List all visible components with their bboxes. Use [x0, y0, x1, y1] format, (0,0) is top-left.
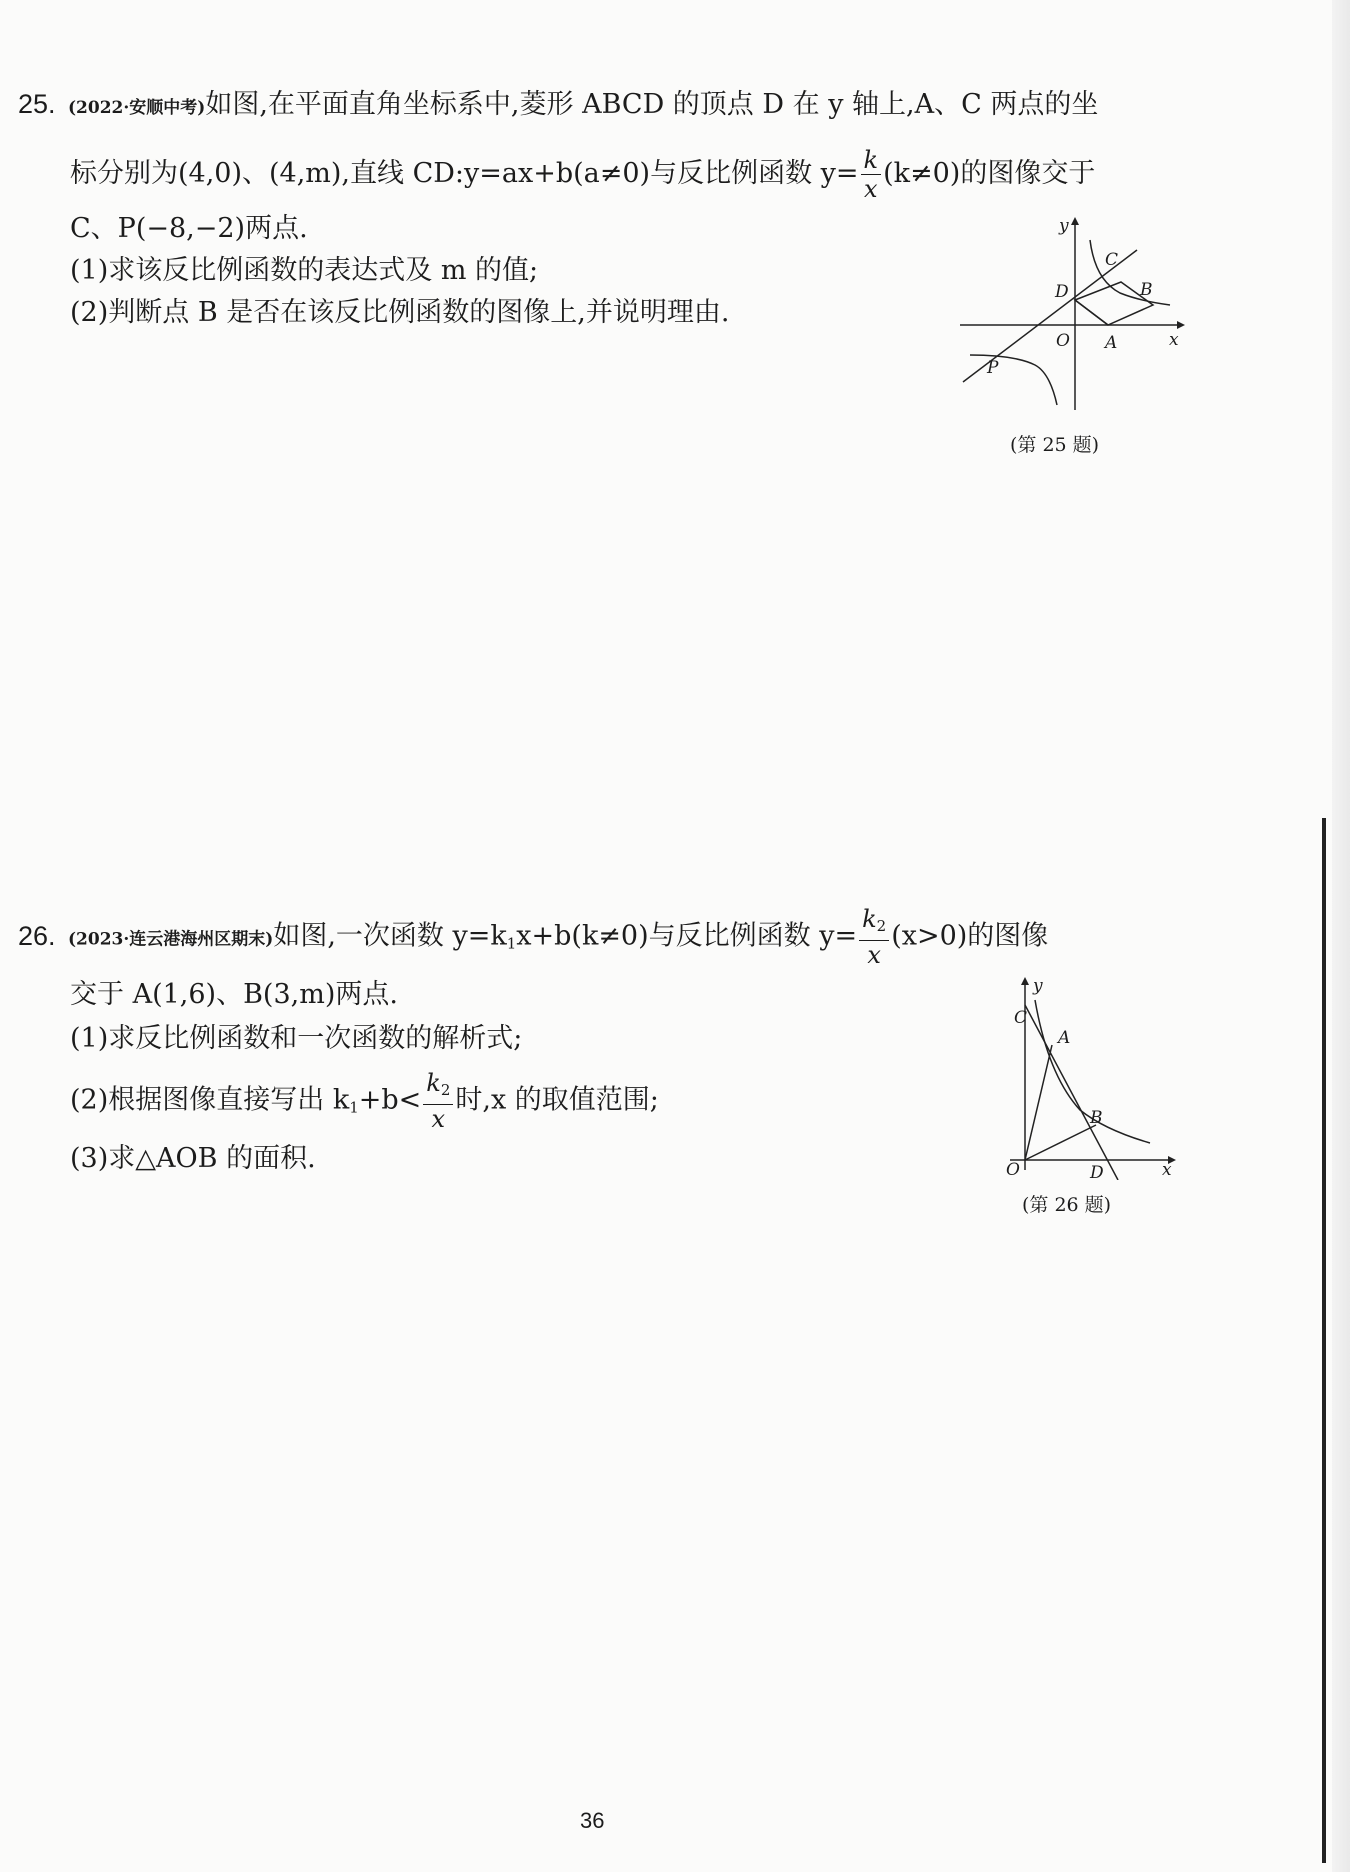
question-2: (2)判断点 B 是否在该反比例函数的图像上,并说明理由. — [70, 297, 730, 328]
fraction — [861, 146, 882, 203]
page-number: 36 — [580, 1808, 605, 1833]
problem-source: (2023·连云港海州区期末) — [68, 929, 274, 950]
fraction — [859, 905, 889, 969]
problem-25-line-3: C、P(−8,−2)两点. — [70, 213, 308, 244]
figure-25 — [955, 215, 1185, 419]
fraction-denominator: x — [431, 1105, 446, 1133]
subscript: 1 — [506, 934, 517, 953]
label-P: P — [987, 358, 999, 378]
label-x: x — [1169, 330, 1179, 350]
problem-text: +b< — [358, 1084, 422, 1116]
problem-text: x+b(k≠0)与反比例函数 y= — [516, 920, 858, 952]
subscript: 1 — [349, 1098, 359, 1117]
problem-25-line-1 — [18, 88, 1198, 124]
label-C: C — [1014, 1008, 1028, 1028]
label-C: C — [1105, 250, 1119, 270]
fraction-numerator: k — [861, 146, 882, 175]
caption-25: (第 25 题) — [1010, 434, 1100, 456]
fraction-numerator — [423, 1069, 453, 1105]
problem-text: (k≠0)的图像交于 — [883, 158, 1096, 189]
problem-number: 26. — [18, 920, 56, 951]
question-3: (3)求△AOB 的面积. — [70, 1143, 316, 1174]
problem-text: (2)根据图像直接写出 k — [70, 1084, 350, 1116]
label-A: A — [1105, 333, 1118, 353]
subscript: 2 — [876, 917, 887, 935]
fraction-numerator — [859, 905, 889, 941]
problem-text: 时,x 的取值范围; — [455, 1084, 659, 1116]
label-y: y — [1033, 976, 1043, 996]
problem-25-line-2 — [18, 146, 1198, 203]
label-O: O — [1006, 1160, 1020, 1180]
numerator-letter: k — [426, 1069, 441, 1097]
question-1: (1)求该反比例函数的表达式及 m 的值; — [70, 255, 539, 286]
fraction — [423, 1069, 453, 1133]
problem-26-line-1 — [18, 905, 1198, 969]
label-A: A — [1058, 1028, 1071, 1048]
problem-26-line-2: 交于 A(1,6)、B(3,m)两点. — [70, 979, 398, 1010]
problem-text: 标分别为(4,0)、(4,m),直线 CD:y=ax+b(a≠0)与反比例函数 y= — [70, 158, 859, 189]
label-B: B — [1140, 280, 1153, 300]
subscript: 2 — [440, 1081, 451, 1099]
problem-text: 如图,在平面直角坐标系中,菱形 ABCD 的顶点 D 在 y 轴上,A、C 两点的坐 — [205, 89, 1099, 120]
fraction-denominator: x — [867, 941, 881, 969]
fraction-denominator: x — [864, 175, 878, 203]
problem-text: 如图,一次函数 y=k — [273, 920, 507, 952]
label-x: x — [1162, 1160, 1172, 1180]
label-O: O — [1056, 331, 1070, 351]
label-B: B — [1090, 1108, 1103, 1128]
problem-number: 25. — [18, 89, 56, 119]
label-y: y — [1059, 216, 1069, 236]
figure-26 — [990, 975, 1180, 1184]
problem-source: (2022·安顺中考) — [68, 98, 206, 118]
caption-26: (第 26 题) — [1022, 1194, 1112, 1216]
page-edge-line — [1322, 818, 1326, 1863]
problem-text: (x>0)的图像 — [891, 920, 1049, 952]
page-edge-shadow — [1332, 0, 1350, 1872]
question-1: (1)求反比例函数和一次函数的解析式; — [70, 1023, 523, 1054]
label-D: D — [1055, 282, 1069, 302]
label-D: D — [1090, 1163, 1104, 1180]
numerator-letter: k — [862, 905, 877, 933]
